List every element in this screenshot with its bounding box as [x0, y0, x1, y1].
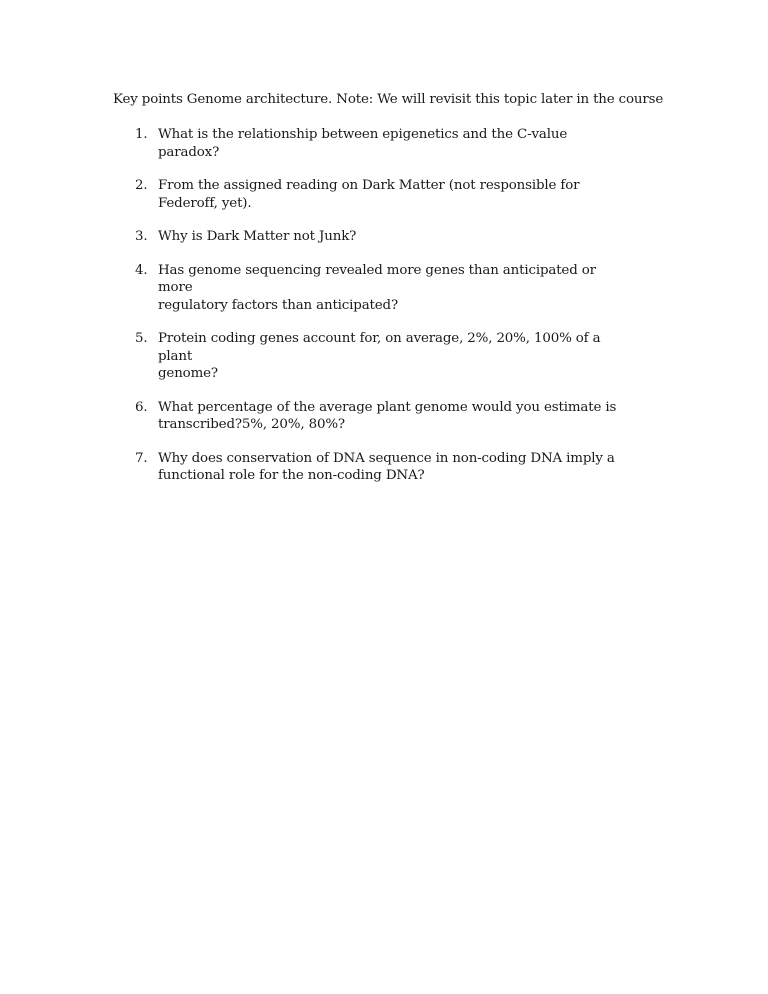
question-line: Why is Dark Matter not Junk? [158, 229, 357, 244]
question-line: What is the relationship between epigenetics and the C-value paradox? [158, 127, 568, 160]
list-item [113, 126, 673, 161]
list-item [113, 399, 673, 434]
question-number: 1. [135, 127, 148, 142]
question-line: Has genome sequencing revealed more genes than anticipated or more [158, 262, 596, 295]
question-text [158, 177, 618, 212]
question-line: Why does conservation of DNA sequence in non-coding DNA imply a [158, 450, 615, 466]
question-number: 5. [135, 331, 148, 346]
question-text [158, 399, 618, 434]
list-item [113, 450, 673, 485]
list-item [113, 262, 673, 315]
question-line: regulatory factors than anticipated? [158, 297, 398, 313]
question-text [158, 262, 618, 315]
question-number: 7. [135, 450, 148, 466]
question-number: 6. [135, 399, 148, 415]
question-line: transcribed?5%, 20%, 80%? [158, 417, 345, 432]
question-line: genome? [158, 366, 218, 381]
list-item [113, 330, 673, 383]
question-line: Protein coding genes account for, on average, 2%, 20%, 100% of a plant [158, 331, 601, 364]
question-line: From the assigned reading on Dark Matter (not responsible for Federoff, yet). [158, 178, 580, 211]
question-text [158, 450, 618, 485]
question-list [113, 126, 673, 501]
page-heading: Key points Genome architecture. Note: We will revisit this topic later in the course [113, 92, 664, 107]
question-line: functional role for the non-coding DNA? [158, 468, 425, 483]
question-number: 4. [135, 262, 148, 278]
question-line: What percentage of the average plant genome would you estimate is [158, 399, 617, 415]
list-item [113, 177, 673, 212]
question-text [158, 126, 618, 161]
question-number: 2. [135, 178, 148, 193]
question-text [158, 228, 618, 246]
question-text [158, 330, 618, 383]
question-number: 3. [135, 229, 148, 244]
list-item [113, 228, 673, 246]
